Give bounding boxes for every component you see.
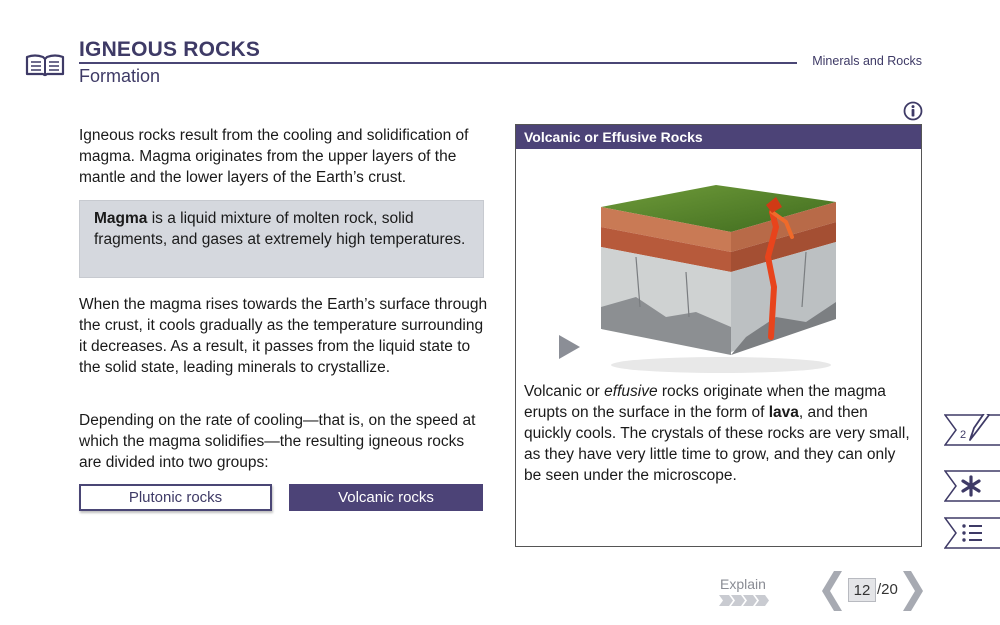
index-tab[interactable]	[944, 517, 1000, 549]
list-icon	[962, 524, 982, 541]
info-icon[interactable]	[903, 101, 923, 121]
section-name: Minerals and Rocks	[812, 54, 922, 68]
panel-text-part3: , and then quickly cools. The crystals of these rocks are very small, as they have very little time to grow, and they can only be seen under the microscope.	[524, 404, 910, 484]
header-divider	[79, 62, 797, 64]
panel-text-emphasis: effusive	[604, 383, 658, 400]
panel-description	[524, 381, 914, 486]
notes-tab[interactable]	[944, 414, 1000, 446]
groups-paragraph: Depending on the rate of cooling—that is, on the speed at which the magma solidifies—the resulting igneous rocks are divided into two groups:	[79, 412, 476, 471]
explain-button[interactable]: Explain	[720, 576, 766, 592]
current-page-input[interactable]: 12	[848, 578, 876, 602]
notes-count: 2	[960, 429, 967, 441]
volcano-cross-section-illustration	[596, 177, 846, 377]
plutonic-rocks-button[interactable]: Plutonic rocks	[79, 484, 272, 511]
page-subtitle: Formation	[79, 66, 161, 86]
chevron-left-icon[interactable]	[820, 571, 842, 611]
volcanic-rocks-panel	[515, 124, 922, 547]
panel-text-bold: lava	[768, 404, 799, 421]
panel-header: Volcanic or Effusive Rocks	[516, 125, 921, 149]
cooling-paragraph: When the magma rises towards the Earth’s surface through the crust, it cools gradually as the temperature surrounding it decreases. As a result, it passes from the liquid state to the solid state, leading minerals to crystallize.	[79, 296, 488, 376]
definition-term: Magma	[94, 210, 148, 227]
play-animation-button[interactable]	[556, 329, 602, 365]
panel-text-part2: rocks originate when the magma erupts on the surface in the form of	[524, 383, 886, 421]
definition-text: is a liquid mixture of molten rock, solid fragments, and gases at extremely high temperatures.	[94, 210, 466, 248]
play-icon	[556, 329, 602, 365]
chevron-right-icon[interactable]	[903, 571, 925, 611]
glossary-tab[interactable]	[944, 470, 1000, 502]
page-title: IGNEOUS ROCKS	[79, 38, 261, 61]
explain-progress-indicator	[719, 595, 771, 606]
volcanic-rocks-button[interactable]: Volcanic rocks	[289, 484, 483, 511]
open-book-icon	[25, 52, 65, 78]
definition-box	[79, 200, 484, 278]
intro-paragraph: Igneous rocks result from the cooling and solidification of magma. Magma originates from the upper layers of the mantle and the lower layers of the Earth’s crust.	[79, 127, 469, 186]
panel-text-part1: Volcanic or	[524, 383, 605, 400]
total-pages: /20	[877, 581, 898, 598]
